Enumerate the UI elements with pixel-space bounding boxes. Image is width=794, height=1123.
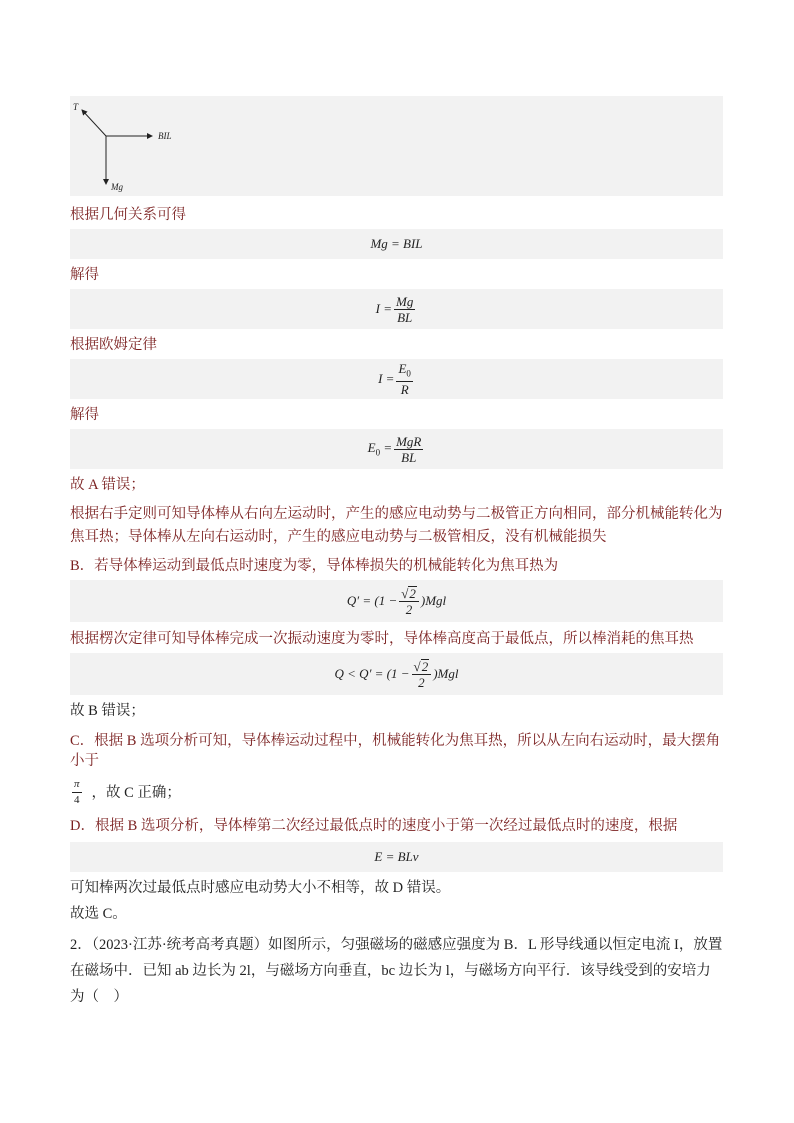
equation-3 [70,359,723,399]
label-T: T [73,102,79,112]
figure-block [70,96,723,196]
tension-arrow [82,110,106,136]
eq4-num: MgR [396,433,422,449]
text-b-wrong: 故 B 错误； [70,703,145,719]
eq7-text: E = BLv [374,849,419,864]
equation-7 [70,842,723,872]
equation-5 [70,580,723,622]
question-2: 2．（2023·江苏·统考高考真题）如图所示，匀强磁场的磁感应强度为 B．L 形导线通以恒定电流 I，放置在磁场中．已知 ab 边长为 2l，与磁场方向垂直，bc 边长为 l，与磁场方向平行．该导线受到的安培力为（ ） [70,937,723,1005]
c-tail: ，故 C 正确； [91,784,181,801]
force-diagram-svg [70,100,190,194]
c-frac-den: 4 [74,794,80,806]
eq3-sub: 0 [406,368,411,379]
equation-6 [70,653,723,695]
equation-4 [70,429,723,469]
eq4-lhs: E [367,440,376,456]
label-BIL: BIL [158,131,172,141]
text-para-1: 根据右手定则可知导体棒从右向左运动时，产生的感应电动势与二极管正方向相同，部分机械能转化为焦耳热；导体棒从左向右运动时，产生的感应电动势与二极管相反，没有机械能损失 [70,506,723,545]
eq5-den: 2 [405,601,413,617]
text-a-wrong: 故 A 错误； [70,477,145,493]
c-frac-num: π [72,777,82,793]
eq3-num-wrap [396,361,412,383]
c-conclusion [70,777,723,808]
equation-1 [70,229,723,259]
eq4-eq: = [383,440,393,456]
eq3-den: R [400,382,409,398]
label-Mg: Mg [111,182,123,192]
text-b-statement: B．若导体棒运动到最低点时速度为零，导体棒损失的机械能转化为焦耳热为 [70,558,559,574]
text-solve-1: 解得 [70,267,99,283]
eq3-num: E [398,360,407,376]
force-diagram [70,100,176,194]
eq4-sub: 0 [375,447,381,458]
text-solve-2: 解得 [70,407,99,423]
eq2-lhs: I = [375,301,392,316]
text-d-statement: D．根据 B 选项分析，导体棒第二次经过最低点时的速度小于第一次经过最低点时的速度，根据 [70,818,678,834]
sqrt-icon: √ 2 [401,585,416,601]
eq5-sqrt: 2 [409,585,416,601]
eq5-num [399,586,419,602]
eq4-lhs-wrap [368,440,392,458]
text-ohm: 根据欧姆定律 [70,337,157,353]
eq4-den: BL [401,449,417,465]
eq6-den: 2 [418,674,425,690]
text-c-statement: C．根据 B 选项分析可知，导体棒运动过程中，机械能转化为焦耳热，所以从左向右运动时，最大摆角小于 [70,733,721,769]
eq6-fraction [412,659,432,690]
solution-page [70,96,723,1010]
text-para-2: 根据楞次定律可知导体棒完成一次振动速度为零时，导体棒高度高于最低点，所以棒消耗的焦耳热 [70,631,694,647]
eq2-fraction [394,294,415,325]
eq6-lhs: Q < Q′ = (1 − [334,666,410,681]
eq5-lhs: Q′ = (1 − [346,593,398,608]
eq2-num: Mg [396,293,414,309]
eq3-fraction [396,361,412,398]
eq6-rhs: )Mgl [433,666,459,681]
c-fraction [72,777,82,808]
eq6-sqrt: 2 [421,658,429,674]
eq6-num [412,659,432,675]
eq1-text: Mg = BIL [370,236,423,251]
eq3-lhs: I = [378,371,395,386]
eq5-fraction [399,586,419,617]
text-geometry: 根据几何关系可得 [70,207,186,223]
equation-2 [70,289,723,329]
sqrt-icon: √ 2 [413,658,429,674]
eq5-rhs: )Mgl [420,593,447,608]
eq4-fraction [394,434,423,465]
text-d-tail: 可知棒两次过最低点时感应电动势大小不相等，故 D 错误。 [70,880,451,896]
eq2-den: BL [397,309,413,325]
text-answer: 故选 C。 [70,906,127,922]
